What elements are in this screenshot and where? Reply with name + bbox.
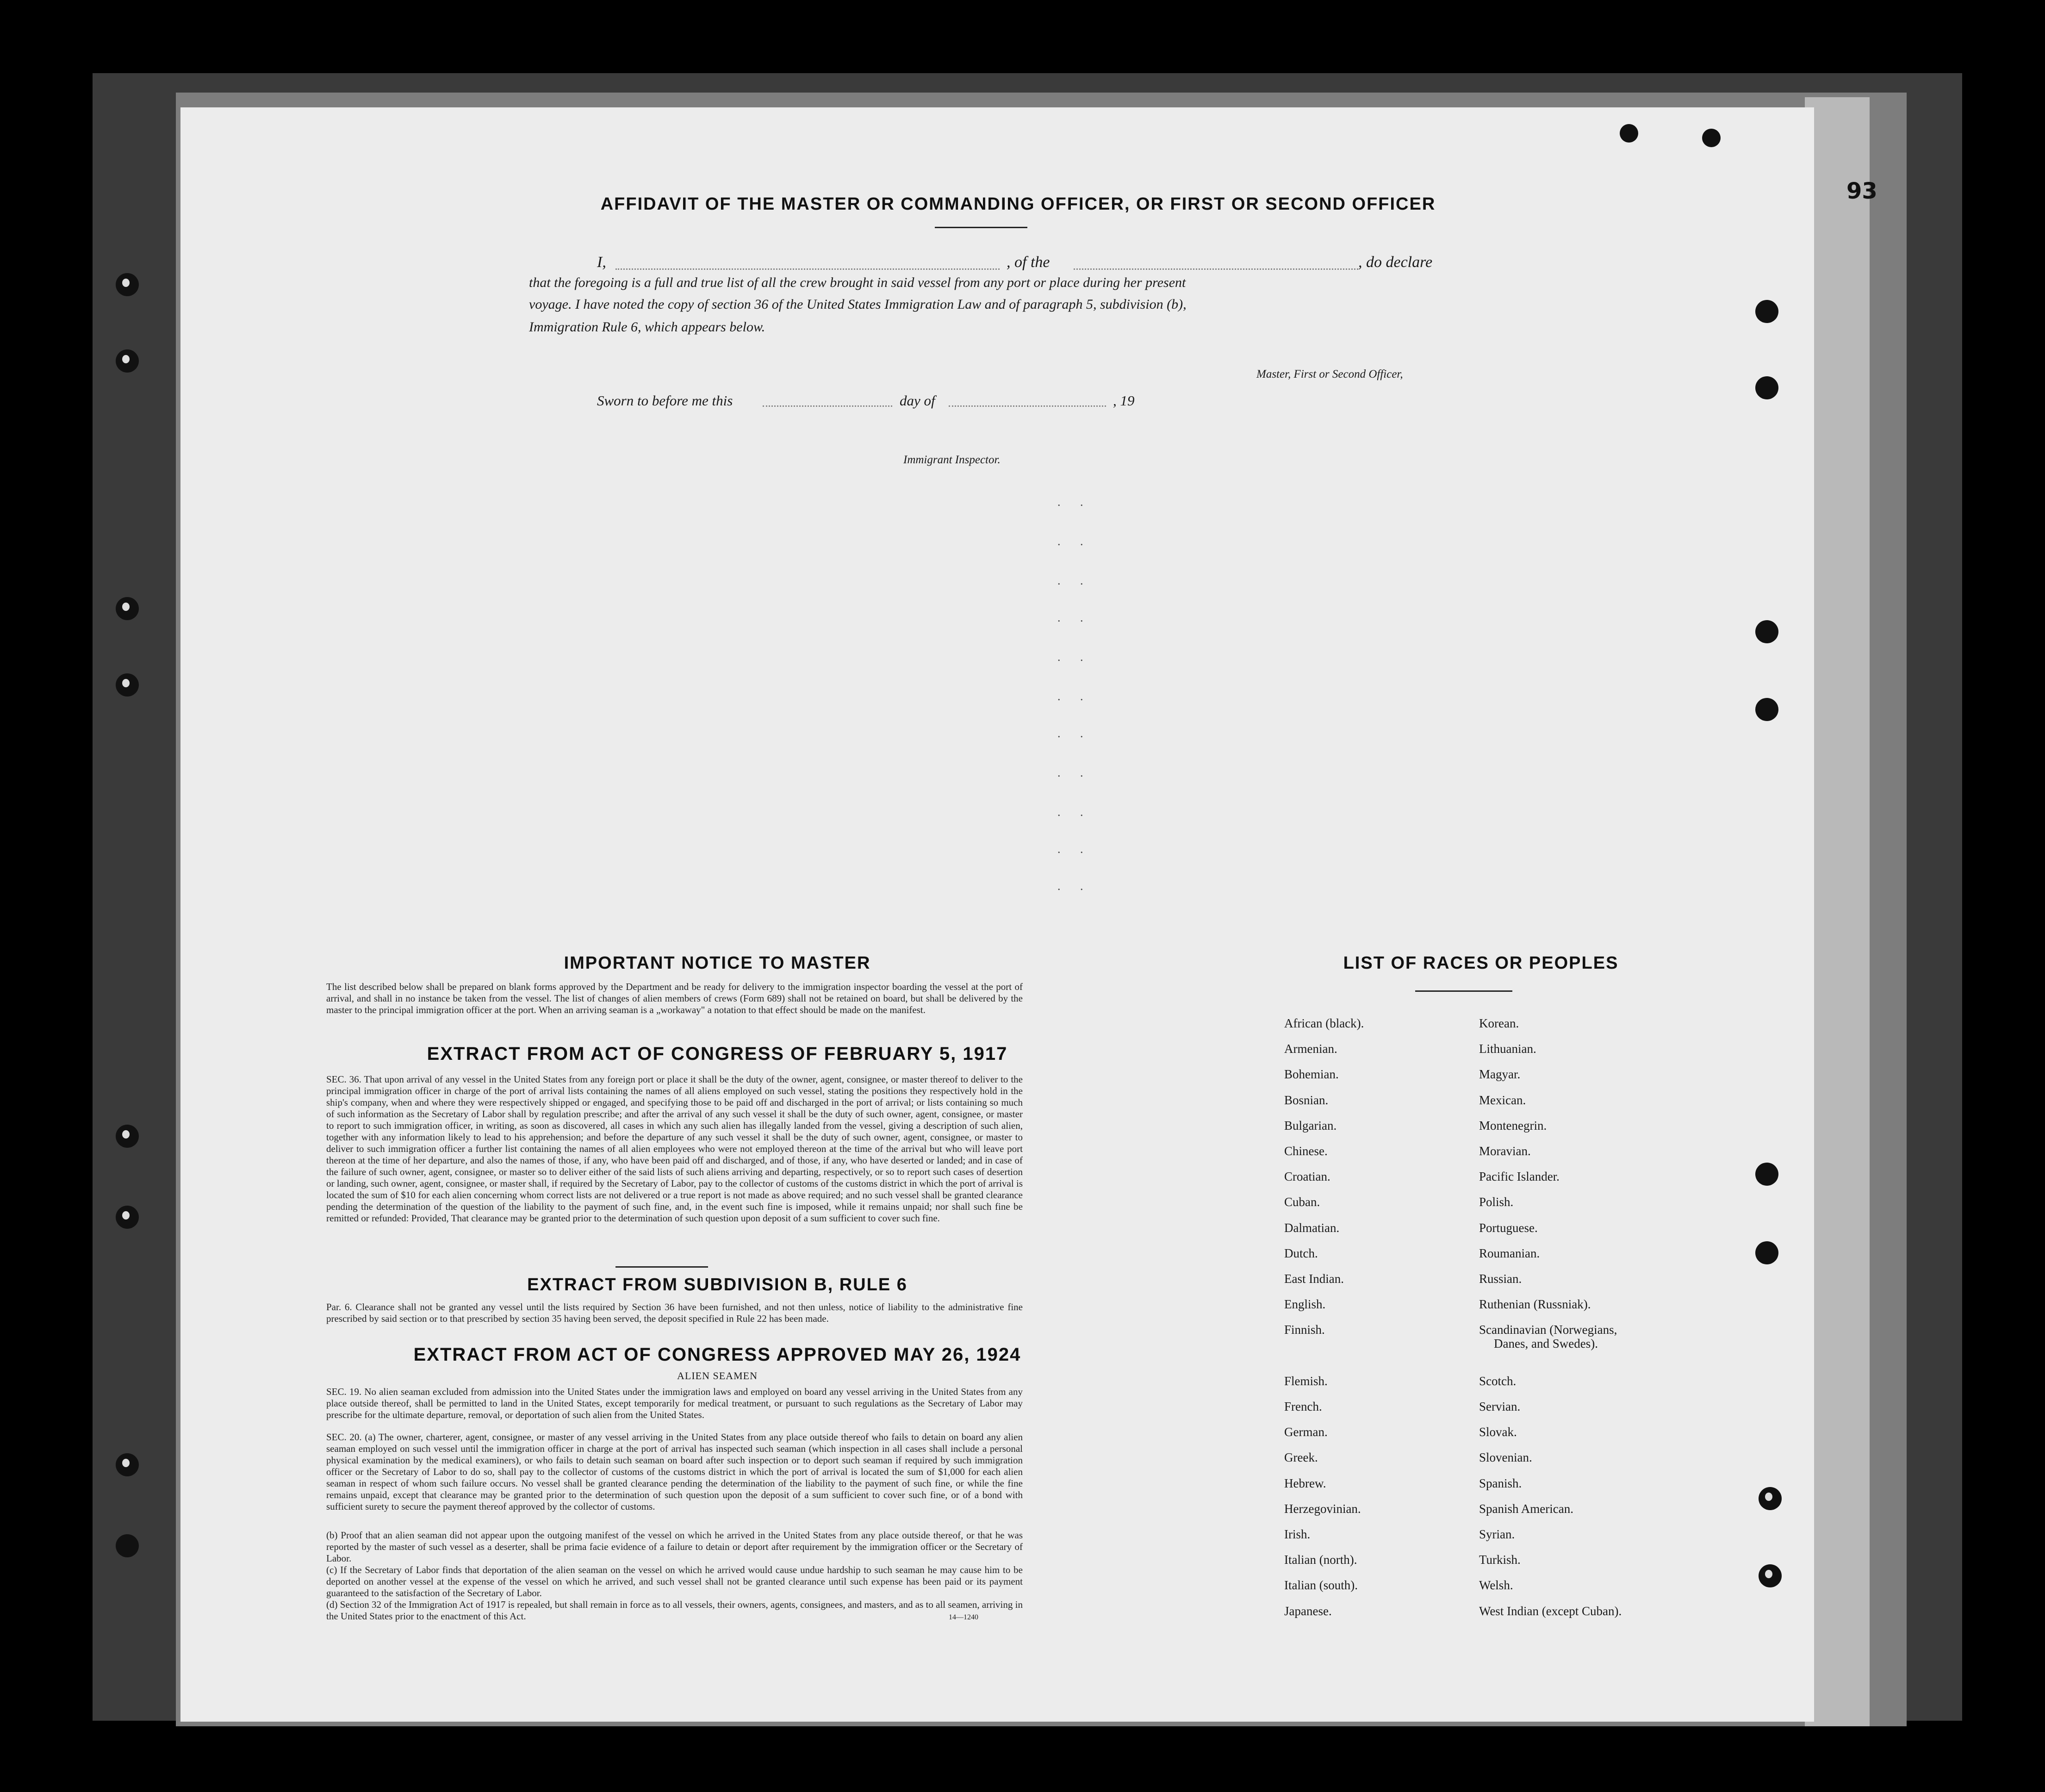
binder-hole-icon	[116, 1534, 139, 1557]
extract-1924-subtitle: ALIEN SEAMEN	[677, 1370, 758, 1381]
extract-1924-sec20c: (c) If the Secretary of Labor finds that deportation of the alien seaman on the vessel on which he arrived would cause undue hardship to such seaman he may cause him to be deported on another vessel at the expense of the vessel on which he arrived, and such vessel shall not be granted clearance until such expense has been paid or its payment guaranteed to the satisfaction of the Secretary of Labor.	[326, 1564, 1023, 1599]
race-item: Syrian.	[1479, 1527, 1515, 1541]
binder-hole-icon	[116, 1206, 139, 1229]
affidavit-i-label: I,	[597, 254, 606, 271]
year-label: , 19	[1113, 392, 1135, 409]
divider	[1415, 990, 1512, 992]
race-item: Magyar.	[1479, 1067, 1521, 1082]
affidavit-line-4: Immigration Rule 6, which appears below.	[529, 319, 765, 335]
stray-marks: . .	[1057, 727, 1092, 740]
binder-hole-icon	[1755, 620, 1778, 643]
binder-hole-icon	[1755, 1241, 1778, 1264]
notice-title: IMPORTANT NOTICE TO MASTER	[564, 953, 871, 973]
race-item: Scandinavian (Norwegians,	[1479, 1323, 1617, 1337]
day-blank	[763, 405, 892, 407]
affidavit-of-the: , of the	[1007, 254, 1050, 271]
race-item: Italian (north).	[1284, 1553, 1357, 1567]
page-number: 93	[1846, 178, 1877, 204]
race-item: Armenian.	[1284, 1042, 1337, 1056]
race-item: Dalmatian.	[1284, 1220, 1340, 1235]
race-item: Italian (south).	[1284, 1578, 1358, 1593]
race-item: Montenegrin.	[1479, 1118, 1547, 1132]
stray-marks: . .	[1057, 690, 1092, 703]
extract-1924-sec20d: (d) Section 32 of the Immigration Act of 1917 is repealed, but shall remain in force as to all vessels, their owners, agents, consignees, and masters, and as to all seamen, arriving in the United States prior to the enactment of this Act.	[326, 1599, 1023, 1622]
race-item: Welsh.	[1479, 1578, 1513, 1593]
form-number: 14—1240	[949, 1613, 978, 1621]
race-item: Moravian.	[1479, 1144, 1531, 1158]
race-item: Pacific Islander.	[1479, 1170, 1560, 1184]
vessel-blank	[1074, 268, 1358, 270]
binder-hole-icon	[1759, 1487, 1782, 1510]
race-item: Spanish.	[1479, 1476, 1522, 1490]
inspector-label: Immigrant Inspector.	[903, 454, 1001, 466]
races-title: LIST OF RACES OR PEOPLES	[1343, 953, 1619, 973]
extract-1917-title: EXTRACT FROM ACT OF CONGRESS OF FEBRUARY 5, 1917	[427, 1044, 1008, 1064]
race-item: Cuban.	[1284, 1195, 1320, 1209]
binder-hole-icon	[116, 273, 139, 296]
notice-text: The list described below shall be prepared on blank forms approved by the Department and be ready for delivery to the immigration inspector boarding the vessel at the port of arrival, and shall in no instance be taken from the vessel. The list of changes of alien members of crews (Form 689) shall not be retained on board, but shall be delivered by the master to the principal immigration officer at the port. When an arriving seaman is a „workaway" a notation to that effect should be made on the manifest.	[326, 981, 1023, 1015]
affidavit-line-3: voyage. I have noted the copy of section 36 of the United States Immigration Law and of paragraph 5, subdivision (b),	[529, 297, 1187, 312]
affidavit-do-declare: , do declare	[1358, 254, 1433, 271]
binder-hole-icon	[1755, 698, 1778, 721]
race-item: Irish.	[1284, 1527, 1311, 1541]
stray-marks: . .	[1057, 535, 1092, 548]
race-item: African (black).	[1284, 1016, 1364, 1030]
affidavit-line-2: that the foregoing is a full and true list of all the crew brought in said vessel from any port or place during her present	[529, 275, 1186, 290]
month-blank	[949, 405, 1106, 407]
race-item: Hebrew.	[1284, 1476, 1326, 1490]
race-item: Polish.	[1479, 1195, 1514, 1209]
race-item: Bulgarian.	[1284, 1118, 1337, 1132]
extract-1924-sec19: SEC. 19. No alien seaman excluded from admission into the United States under the immigration laws and employed on board any vessel arriving in the United States from any place outside thereof, shall be permitted to land in the United States, except temporarily for medical treatment, or pursuant to such regulations as the Secretary of Labor may prescribe for the ultimate departure, removal, or deportation of such alien from the United States.	[326, 1386, 1023, 1420]
binder-hole-icon	[116, 597, 139, 620]
extract-1917-text: SEC. 36. That upon arrival of any vessel in the United States from any foreign port or place it shall be the duty of the owner, agent, consignee, or master thereof to deliver to the principal immigration officer in charge of the port of arrival lists containing the names of all aliens employed on such vessel, stating the positions they respectively hold in the ship's company, when and where they were respectively shipped or engaged, and specifying those to be paid off and discharged in the port of arrival; or lists containing so much of such information as the Secretary of Labor shall by regulation prescribe; and after the arrival of any such vessel it shall be the duty of such owner, agent, consignee, or master to report to such immigration officer, in writing, as soon as discovered, all cases in which any such alien has illegally landed from the vessel, giving a description of such alien, together with any information likely to lead to his apprehension; and before the departure of any such vessel it shall be the duty of such owner, agent, consignee, or master to deliver to such immigration officer a further list containing the names of all alien employees who were not employed thereon at the time of the arrival but who will leave port thereon at the time of her departure, and also the names of those, if any, who have been paid off and discharged, and of those, if any, who have deserted or landed; and in case of the failure of such owner, agent, consignee, or master so to deliver either of the said lists of such aliens arriving and departing, respectively, or so to report such cases of desertion or landing, such owner, agent, consignee, or master shall, if required by the Secretary of Labor, pay to the collector of customs of the customs district in which the port of arrival is located the sum of $10 for each alien concerning whom correct lists are not delivered or a true report is not made as above required; and no such vessel shall be granted clearance pending the determination of the question of the liability to the payment of such fine, and, in the event such fine is imposed, while it remains unpaid; nor shall such fine be remitted or refunded: Provided, That clearance may be granted prior to the determination of such question upon deposit of a sum sufficient to cover such fine.	[326, 1074, 1023, 1224]
binder-hole-icon	[116, 1125, 139, 1148]
race-item: Japanese.	[1284, 1604, 1332, 1618]
stray-marks: . .	[1057, 650, 1092, 664]
race-item: Mexican.	[1479, 1093, 1526, 1107]
binder-hole-icon	[116, 349, 139, 373]
race-item: Chinese.	[1284, 1144, 1328, 1158]
race-item: Greek.	[1284, 1450, 1318, 1465]
race-item: Bosnian.	[1284, 1093, 1329, 1107]
stray-marks: . .	[1057, 574, 1092, 587]
race-item: Croatian.	[1284, 1170, 1330, 1184]
race-item: Russian.	[1479, 1272, 1522, 1286]
race-item: West Indian (except Cuban).	[1479, 1604, 1622, 1618]
race-item: Slovenian.	[1479, 1450, 1532, 1465]
binder-hole-icon	[1759, 1564, 1782, 1587]
race-item: German.	[1284, 1425, 1328, 1439]
race-item: Danes, and Swedes).	[1494, 1337, 1598, 1351]
binder-hole-icon	[1755, 1163, 1778, 1186]
race-item: Turkish.	[1479, 1553, 1521, 1567]
race-item: Portuguese.	[1479, 1220, 1538, 1235]
divider	[615, 1266, 708, 1268]
binder-hole-icon	[1702, 129, 1721, 147]
extract-1924-sec20b: (b) Proof that an alien seaman did not appear upon the outgoing manifest of the vessel on which he arrived in the United States from any place outside thereof, or that he was reported by the master of such vessel as a deserter, shall be prima facie evidence of a failure to detain or deport after requirement by the immigration officer or the Secretary of Labor.	[326, 1530, 1023, 1564]
binder-hole-icon	[116, 673, 139, 697]
stray-marks: . .	[1057, 805, 1092, 819]
race-item: Herzegovinian.	[1284, 1501, 1361, 1516]
race-item: Dutch.	[1284, 1246, 1318, 1260]
race-item: East Indian.	[1284, 1272, 1344, 1286]
page-edge	[1805, 97, 1870, 1726]
race-item: Finnish.	[1284, 1323, 1325, 1337]
race-item: Spanish American.	[1479, 1501, 1573, 1516]
extract-rule6-title: EXTRACT FROM SUBDIVISION B, RULE 6	[527, 1275, 908, 1294]
extract-rule6-text: Par. 6. Clearance shall not be granted any vessel until the lists required by Section 36 have been furnished, and not then unless, notice of liability to the administrative fine prescribed by said section or to that prescribed by section 35 having been served, the deposit specified in Rule 22 has been made.	[326, 1301, 1023, 1324]
stray-marks: . .	[1057, 879, 1092, 893]
stray-marks: . .	[1057, 766, 1092, 779]
stray-marks: . .	[1057, 495, 1092, 509]
race-item: Flemish.	[1284, 1374, 1328, 1388]
name-blank	[615, 268, 1000, 270]
extract-1924-title: EXTRACT FROM ACT OF CONGRESS APPROVED MAY 26, 1924	[413, 1344, 1021, 1365]
binder-hole-icon	[1755, 300, 1778, 323]
master-signature-label: Master, First or Second Officer,	[1256, 368, 1403, 380]
race-item: Korean.	[1479, 1016, 1519, 1030]
race-item: Servian.	[1479, 1400, 1521, 1413]
race-item: English.	[1284, 1297, 1326, 1312]
affidavit-title: AFFIDAVIT OF THE MASTER OR COMMANDING OFFICER, OR FIRST OR SECOND OFFICER	[600, 194, 1436, 214]
race-item: Ruthenian (Russniak).	[1479, 1297, 1591, 1312]
race-item: Roumanian.	[1479, 1246, 1540, 1260]
day-of-label: day of	[900, 392, 935, 409]
race-item: Bohemian.	[1284, 1067, 1339, 1082]
binder-hole-icon	[116, 1453, 139, 1476]
race-item: French.	[1284, 1400, 1322, 1413]
stray-marks: . .	[1057, 611, 1092, 624]
binder-hole-icon	[1620, 124, 1638, 143]
race-item: Lithuanian.	[1479, 1042, 1536, 1056]
divider	[935, 227, 1027, 228]
extract-1924-sec20a: SEC. 20. (a) The owner, charterer, agent, consignee, or master of any vessel arriving in the United States from any place outside thereof who fails to detain on board any alien seaman employed on such vessel until the immigration officer in charge at the port of arrival has inspected such seaman (which inspection in all cases shall include a personal physical examination by the medical examiners), or who fails to detain such seaman on board after such inspection or to deport such seaman if required by such immigration officer or the Secretary of Labor to do so, shall pay to the collector of customs of the customs district in which the port of arrival is located the sum of $1,000 for each alien seaman in respect of whom such failure occurs. No vessel shall be granted clearance pending the determination of the liability to the payment of such fine, or while the fine remains unpaid, except that clearance may be granted prior to the determination of such question upon the deposit of a sum sufficient to cover such fine, or of a bond with sufficient surety to secure the payment thereof approved by the collector of customs.	[326, 1431, 1023, 1512]
stray-marks: . .	[1057, 842, 1092, 856]
sworn-label: Sworn to before me this	[597, 392, 733, 409]
race-item: Scotch.	[1479, 1374, 1517, 1388]
binder-hole-icon	[1755, 376, 1778, 399]
race-item: Slovak.	[1479, 1425, 1517, 1439]
